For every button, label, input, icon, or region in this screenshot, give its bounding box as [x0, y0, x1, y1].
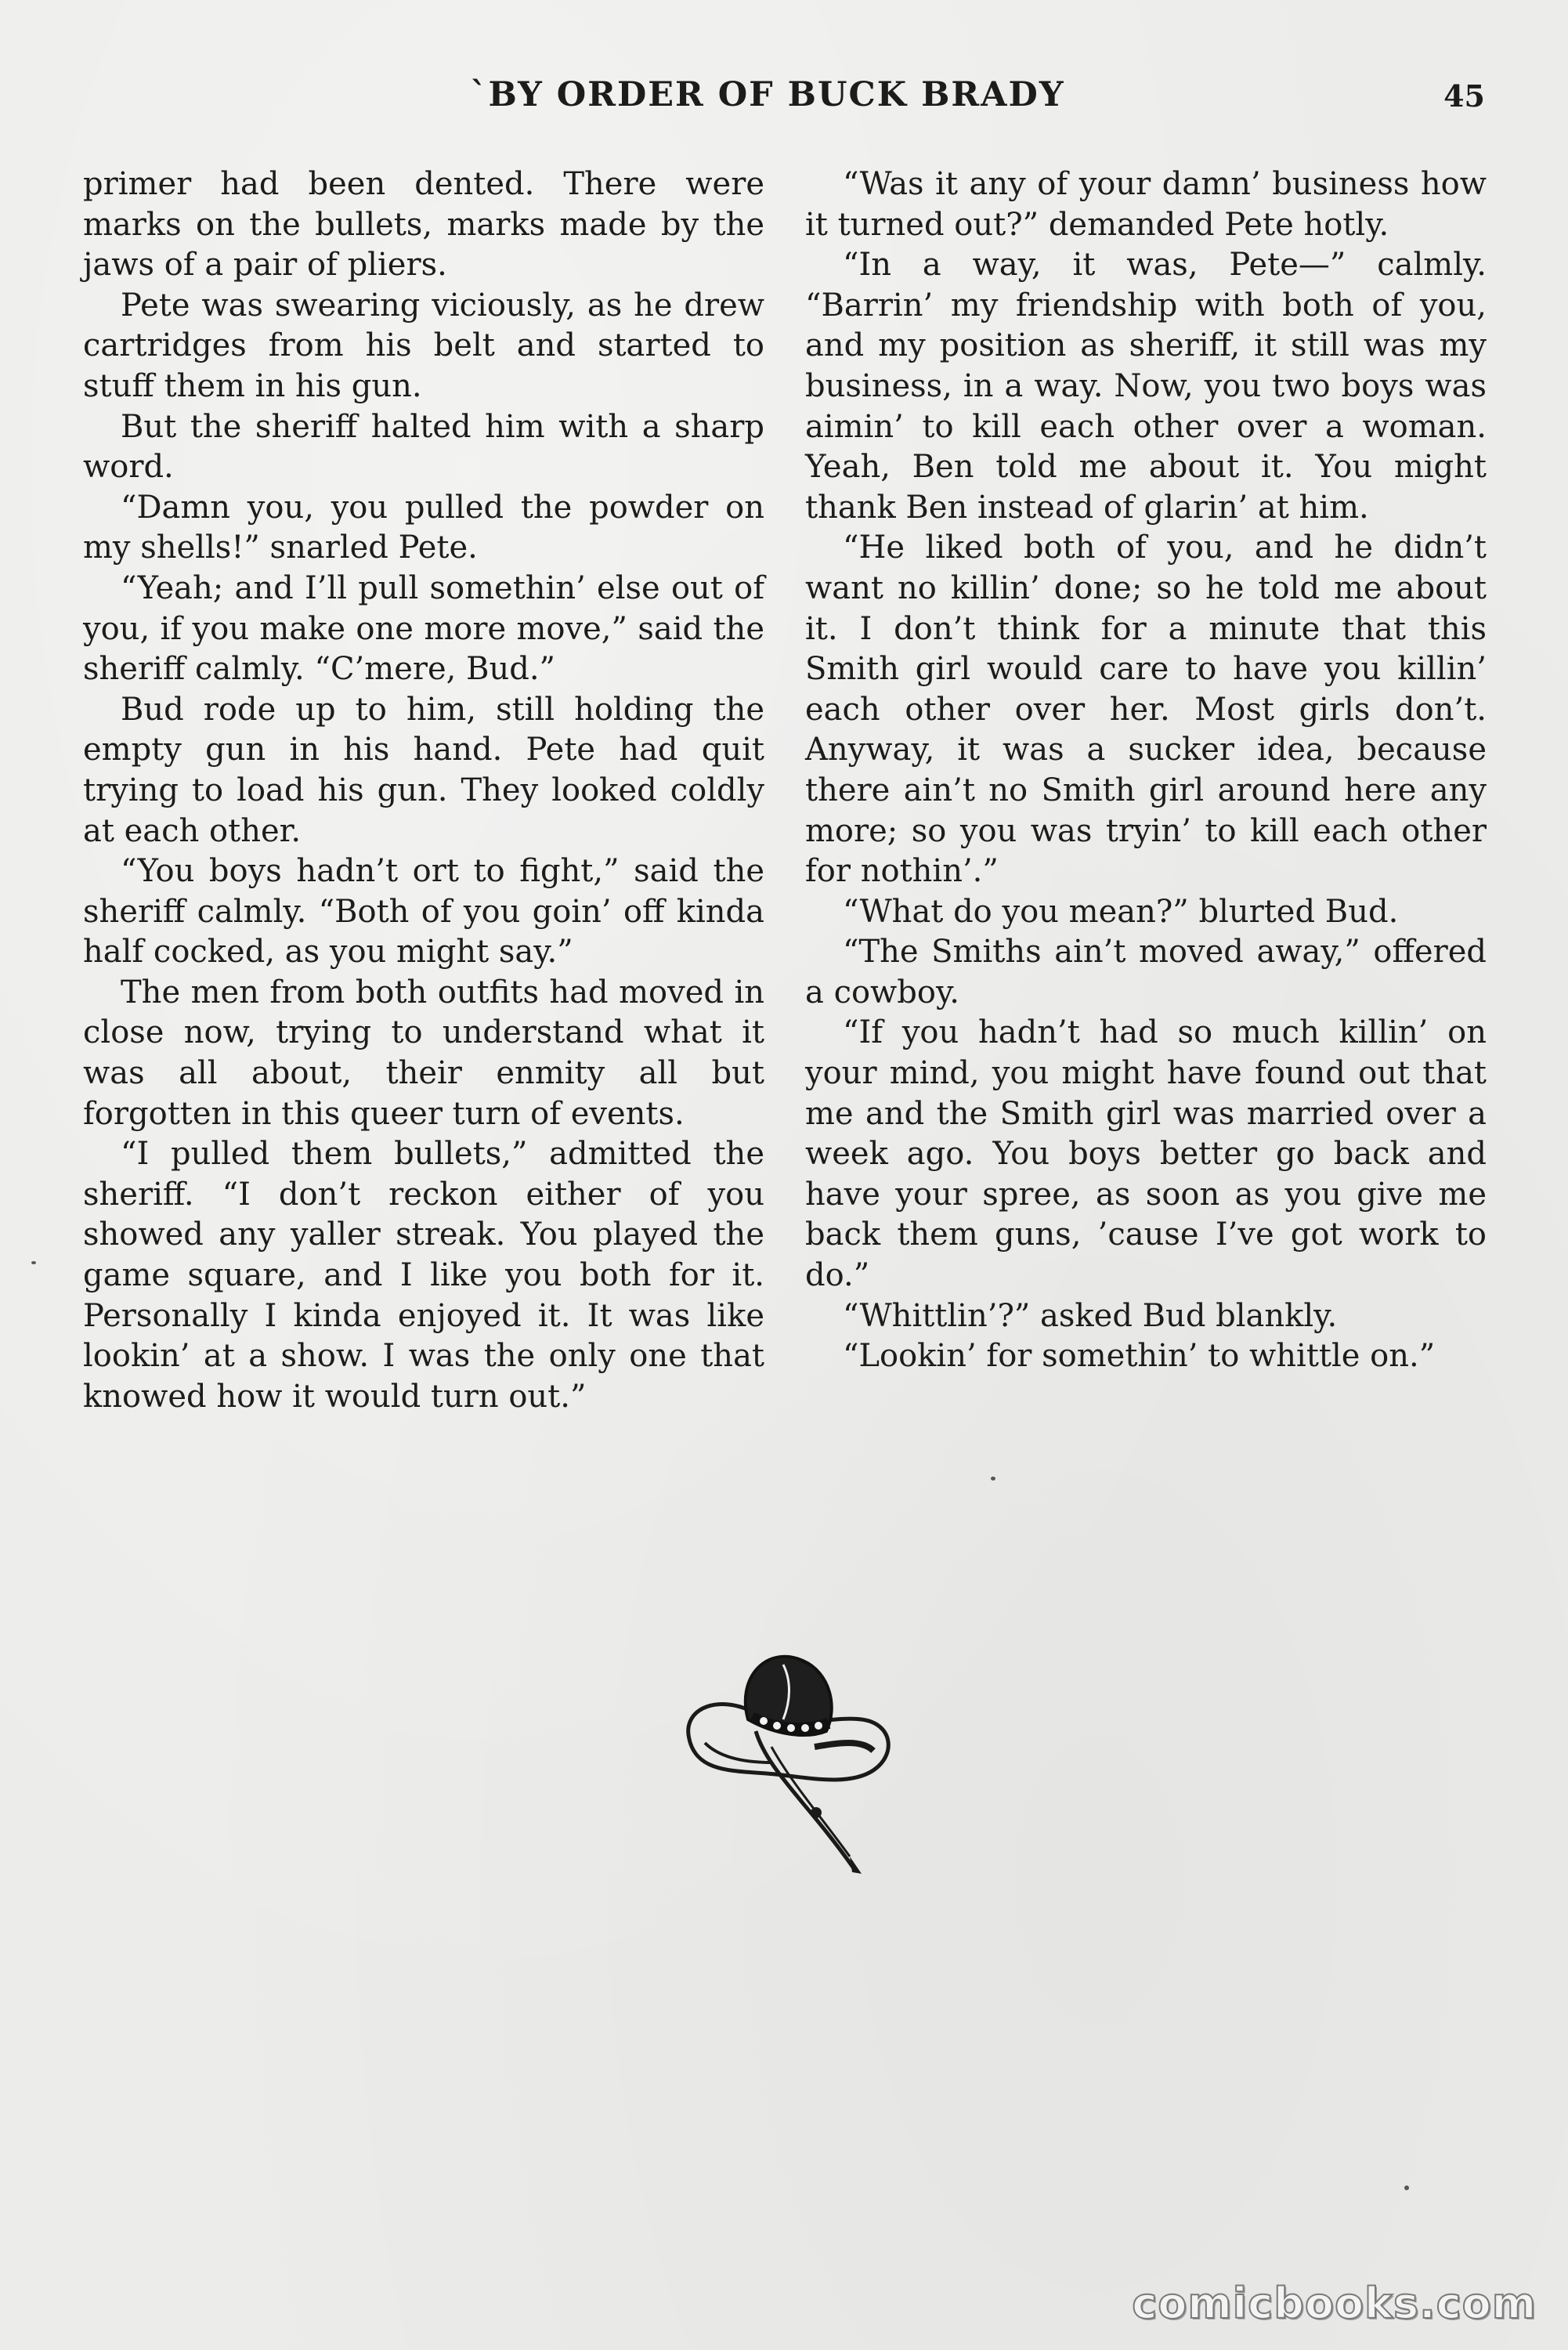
print-speck	[1404, 2186, 1409, 2190]
paragraph: “Lookin’ for somethin’ to whittle on.”	[843, 1338, 1436, 1375]
paragraph: “Yeah; and I’ll pull somethin’ else out of you, if you make one more move,” said the sheriff calmly. “C’mere, Bud.”	[83, 569, 764, 688]
paragraph: “If you hadn’t had so much killin’ on your mind, you might have found out that me and the Smith girl was married over a week ago. You boys better go back and have your spree, as soon as you give me back them guns, ’cause I’ve got work to do.”	[805, 1014, 1487, 1294]
page-number: 45	[1443, 78, 1485, 114]
paragraph: “The Smiths ain’t moved away,” offered a cowboy.	[805, 934, 1487, 1010]
running-title: `BY ORDER OF BUCK BRADY	[470, 75, 1065, 114]
paragraph: The men from both outfits had moved in close now, trying to understand what it was all about, their enmity all but forgotten in this queer turn of events.	[83, 974, 764, 1132]
cowboy-hat-icon	[674, 1645, 901, 1880]
paragraph: “Was it any of your damn’ business how it turned out?” demanded Pete hotly.	[805, 166, 1487, 243]
paragraph: Pete was swearing viciously, as he drew cartridges from his belt and started to stuff them in his gun.	[83, 287, 764, 404]
print-speck	[31, 1261, 36, 1264]
paragraph: “Damn you, you pulled the powder on my shells!” snarled Pete.	[83, 489, 764, 566]
paragraph: “In a way, it was, Pete—” calmly. “Barrin’ my friendship with both of you, and my position as sheriff, it still was my business, in a way. Now, you two boys was aimin’ to kill each other over a woman. Yeah, Ben told me about it. You might thank Ben instead of glarin’ at him.	[805, 247, 1487, 526]
paragraph: “I pulled them bullets,” admitted the sheriff. “I don’t reckon either of you showed any yaller streak. You played the game square, and I like you both for it. Personally I kinda enjoyed it. It was like lookin’ at a show. I was the only one that knowed how it would turn out.”	[83, 1136, 764, 1415]
paragraph: “You boys hadn’t ort to fight,” said the sheriff calmly. “Both of you goin’ off kinda half cocked, as you might say.”	[83, 853, 764, 971]
paragraph: “What do you mean?” blurted Bud.	[843, 893, 1399, 930]
paragraph: But the sheriff halted him with a sharp word.	[83, 408, 764, 486]
print-speck	[991, 1477, 995, 1480]
left-column	[83, 164, 764, 1417]
paragraph: “Whittlin’?” asked Bud blankly.	[843, 1297, 1338, 1334]
paragraph: Bud rode up to him, still holding the empty gun in his hand. Pete had quit trying to load his gun. They looked coldly at each other.	[83, 691, 764, 849]
site-watermark: comicbooks.com	[1132, 2279, 1537, 2328]
right-column	[805, 164, 1487, 1377]
running-head	[0, 75, 1568, 122]
paragraph: primer had been dented. There were marks on the bullets, marks made by the jaws of a pair of pliers.	[83, 166, 764, 284]
paragraph: “He liked both of you, and he didn’t want no killin’ done; so he told me about it. I don’t think for a minute that this Smith girl would care to have you killin’ each other over her. Most girls don’t. Anyway, it was a sucker idea, because there ain’t no Smith girl around here any more; so you was tryin’ to kill each other for nothin’.”	[805, 530, 1487, 890]
